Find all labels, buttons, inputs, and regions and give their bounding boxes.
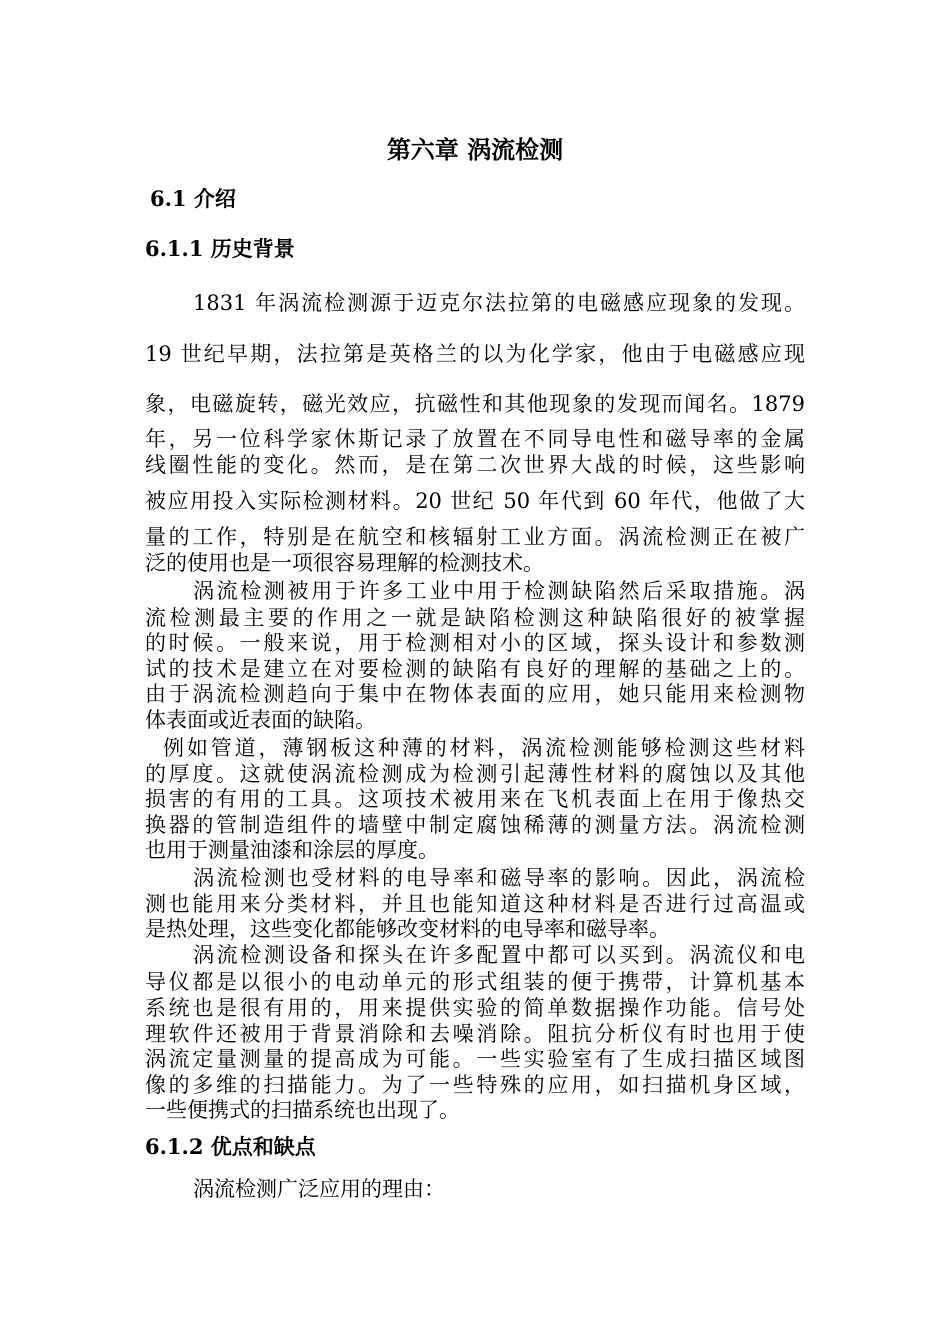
paragraph-line: 是热处理，这些变化都能够改变材料的电导率和磁导率。 (145, 917, 670, 941)
paragraph-line: 流检测最主要的作用之一就是缺陷检测这种缺陷很好的被掌握 (145, 606, 805, 630)
paragraph-line: 体表面或近表面的缺陷。 (145, 708, 376, 732)
paragraph-line: 涡流检测也受材料的电导率和磁导率的影响。因此，涡流检 (193, 866, 805, 890)
paragraph-line: 19 世纪早期，法拉第是英格兰的以为化学家，他由于电磁感应现 (145, 342, 805, 366)
paragraph-line: 涡流检测广泛应用的理由： (193, 1177, 445, 1201)
paragraph-line: 涡流检测设备和探头在许多配置中都可以买到。涡流仪和电 (193, 943, 805, 967)
paragraph-line: 试的技术是建立在对要检测的缺陷有良好的理解的基础之上的。 (145, 657, 805, 681)
section-heading-6-1: 6.1 介绍 (150, 186, 236, 211)
paragraph-line: 系统也是很有用的，用来提供实验的简单数据操作功能。信号处 (145, 996, 805, 1020)
paragraph-line: 测也能用来分类材料，并且也能知道这种材料是否进行过高温或 (145, 892, 805, 916)
paragraph-line: 也用于测量油漆和涂层的厚度。 (145, 838, 439, 862)
paragraph-line: 理软件还被用于背景消除和去噪消除。阻抗分析仪有时也用于使 (145, 1022, 805, 1046)
paragraph-line: 一些便携式的扫描系统也出现了。 (145, 1098, 460, 1122)
paragraph-line: 象，电磁旋转，磁光效应，抗磁性和其他现象的发现而闻名。1879 (145, 392, 805, 416)
paragraph-line: 换器的管制造组件的墙壁中制定腐蚀稀薄的测量方法。涡流检测 (145, 813, 805, 837)
paragraph-line: 线圈性能的变化。然而，是在第二次世界大战的时候，这些影响 (145, 453, 805, 477)
paragraph-line: 被应用投入实际检测材料。20 世纪 50 年代到 60 年代，他做了大 (145, 489, 805, 513)
paragraph-line: 涡流定量测量的提高成为可能。一些实验室有了生成扫描区域图 (145, 1047, 805, 1071)
paragraph-line: 像的多维的扫描能力。为了一些特殊的应用，如扫描机身区域， (145, 1073, 805, 1097)
paragraph-line: 年，另一位科学家休斯记录了放置在不同导电性和磁导率的金属 (145, 427, 805, 451)
paragraph-line: 涡流检测被用于许多工业中用于检测缺陷然后采取措施。涡 (193, 579, 805, 603)
paragraph-line: 损害的有用的工具。这项技术被用来在飞机表面上在用于像热交 (145, 787, 805, 811)
paragraph-line: 泛的使用也是一项很容易理解的检测技术。 (145, 551, 544, 575)
paragraph-line: 量的工作，特别是在航空和核辐射工业方面。涡流检测正在被广 (145, 525, 805, 549)
section-heading-6-1-1: 6.1.1 历史背景 (145, 236, 295, 261)
paragraph-line: 导仪都是以很小的电动单元的形式组装的便于携带，计算机基本 (145, 970, 805, 994)
paragraph-line: 例如管道，薄钢板这种薄的材料，涡流检测能够检测这些材料 (163, 736, 805, 760)
paragraph-line: 的厚度。这就使涡流检测成为检测引起薄性材料的腐蚀以及其他 (145, 762, 805, 786)
chapter-title: 第六章 涡流检测 (386, 135, 564, 164)
paragraph-line: 由于涡流检测趋向于集中在物体表面的应用，她只能用来检测物 (145, 682, 805, 706)
paragraph-line: 的时候。一般来说，用于检测相对小的区域，探头设计和参数测 (145, 631, 805, 655)
section-heading-6-1-2: 6.1.2 优点和缺点 (145, 1134, 316, 1159)
paragraph-line: 1831 年涡流检测源于迈克尔法拉第的电磁感应现象的发现。 (193, 291, 805, 315)
